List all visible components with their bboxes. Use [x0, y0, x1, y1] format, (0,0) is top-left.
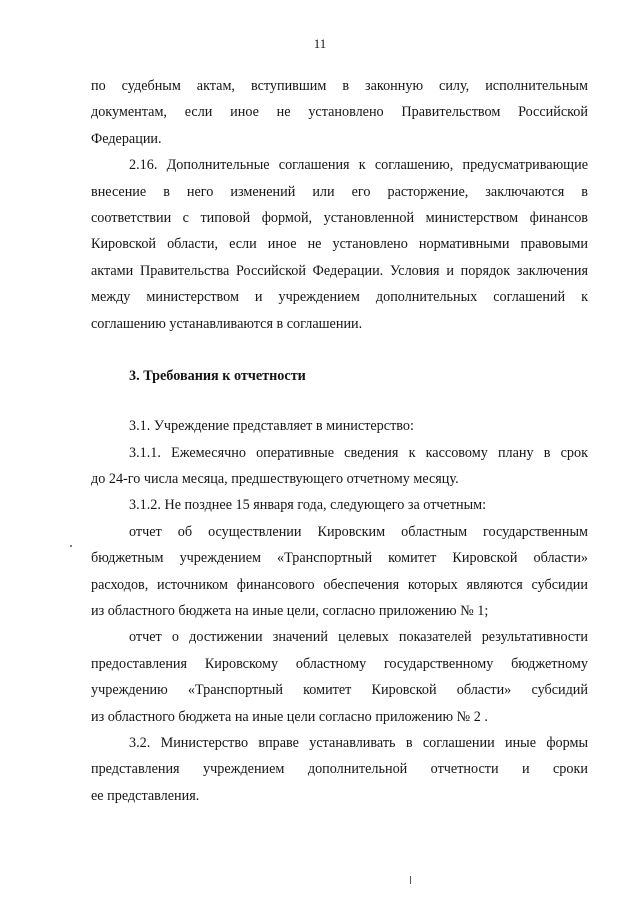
- paragraph-3-1: [91, 413, 588, 439]
- text-line: предоставления Кировскому областному государственному бюджетному: [91, 655, 588, 672]
- spacer: [91, 337, 588, 363]
- paragraph-2-16: [91, 152, 588, 337]
- text-line: соответствии с типовой формой, установленной министерством финансов: [91, 209, 588, 226]
- text-line: внесение в него изменений или его расторжение, заключаются в: [91, 183, 588, 200]
- text-line: 2.16. Дополнительные соглашения к соглашению, предусматривающие: [129, 157, 588, 174]
- page-number: 11: [313, 36, 327, 51]
- paragraph-report-targets: [91, 624, 588, 730]
- text-line: бюджетным учреждением «Транспортный комитет Кировской области»: [91, 550, 588, 567]
- text-line: актами Правительства Российской Федерации. Условия и порядок заключения: [91, 262, 588, 279]
- spacer: [91, 389, 588, 413]
- text-line: соглашению устанавливаются в соглашении.: [91, 315, 363, 332]
- text-line: ее представления.: [91, 787, 200, 804]
- text-line: Федерации.: [91, 130, 162, 147]
- document-body: [91, 73, 588, 809]
- text-line: до 24-го числа месяца, предшествующего отчетному месяцу.: [91, 471, 459, 488]
- text-line: Кировской области, если иное не установлено нормативными правовыми: [91, 236, 588, 253]
- paragraph-3-1-1: [91, 440, 588, 493]
- scan-speck: [410, 876, 411, 884]
- text-line: расходов, источником финансового обеспечения которых являются субсидии: [91, 576, 588, 593]
- text-line: 3.2. Министерство вправе устанавливать в соглашении иные формы: [129, 734, 588, 751]
- text-line: отчет об осуществлении Кировским областным государственным: [129, 523, 588, 540]
- text-line: 3.1.1. Ежемесячно оперативные сведения к кассовому плану в срок: [129, 444, 588, 461]
- text-line: отчет о достижении значений целевых показателей результативности: [129, 629, 588, 646]
- text-line: из областного бюджета на иные цели, согласно приложению № 1;: [91, 603, 489, 620]
- text-line: учреждению «Транспортный комитет Кировской области» субсидий: [91, 682, 588, 699]
- text-line: 3.1.2. Не позднее 15 января года, следующего за отчетным:: [129, 497, 487, 514]
- text-line: представления учреждением дополнительной отчетности и сроки: [91, 761, 588, 778]
- text-line: документам, если иное не установлено Правительством Российской: [91, 104, 588, 121]
- text-line: из областного бюджета на иные цели согласно приложению № 2 .: [91, 708, 488, 725]
- text-line: по судебным актам, вступившим в законную силу, исполнительным: [91, 78, 588, 94]
- scan-speck: [70, 545, 72, 547]
- paragraph-3-2: [91, 730, 588, 809]
- text-line: 3.1. Учреждение представляет в министерство:: [129, 418, 414, 435]
- paragraph-3-1-2: [91, 492, 588, 518]
- section-heading: 3. Требования к отчетности: [129, 367, 306, 384]
- text-line: между министерством и учреждением дополнительных соглашений к: [91, 289, 588, 306]
- paragraph-court-acts: [91, 73, 588, 152]
- paragraph-report-expenses: [91, 519, 588, 625]
